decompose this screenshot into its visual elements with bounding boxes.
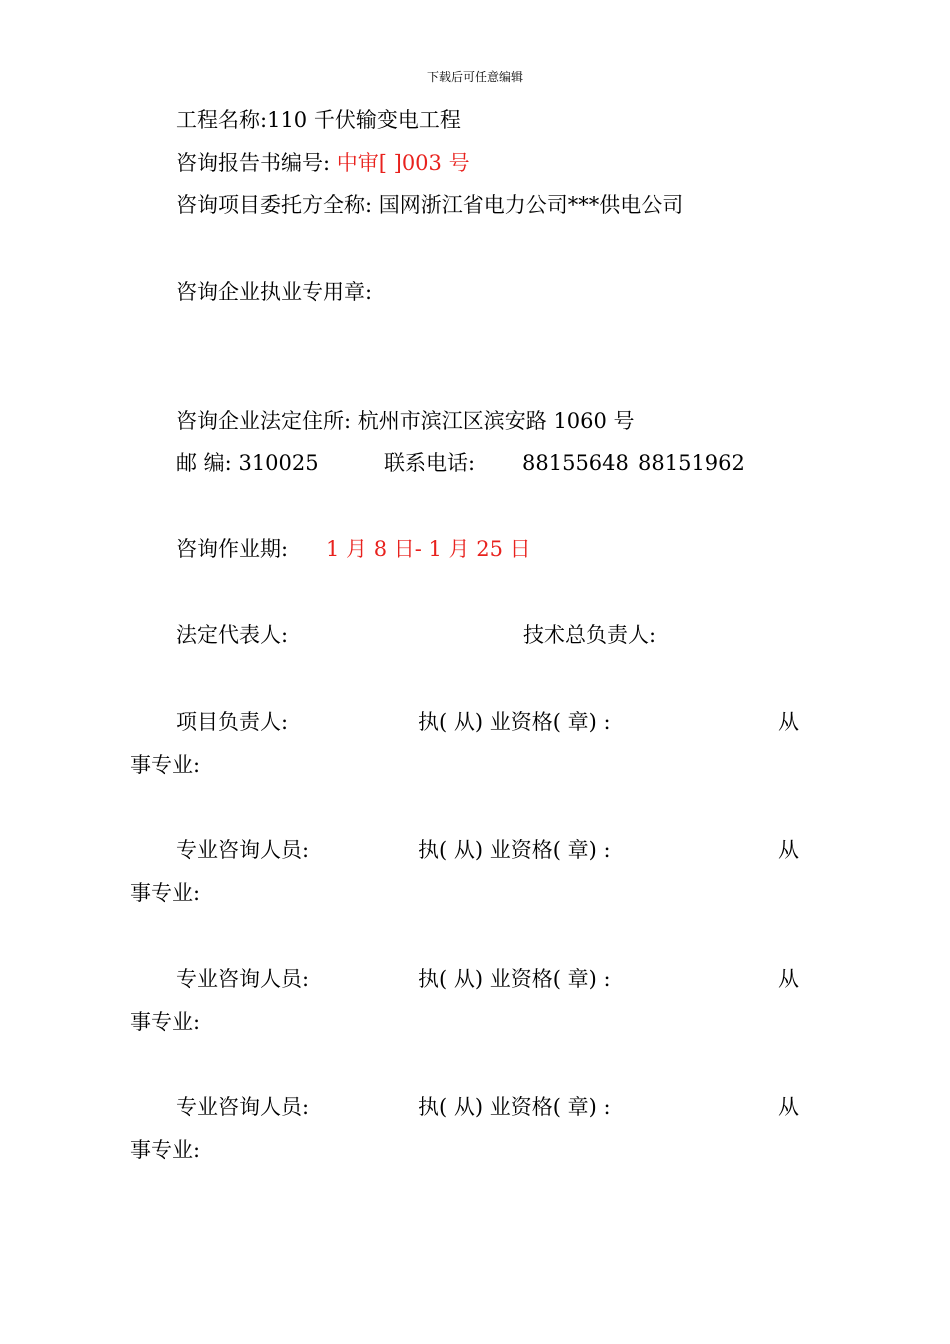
cong-label: 从 — [778, 967, 799, 991]
major-label: 事专业: — [130, 1010, 201, 1034]
postal-line — [176, 449, 319, 477]
project-name-label: 工程名称: — [176, 108, 268, 132]
cong-label: 从 — [778, 838, 799, 862]
major-label: 事专业: — [130, 753, 201, 777]
period-line — [176, 535, 288, 563]
period-label: 咨询作业期: — [176, 537, 289, 561]
qualification-label: 执( 从) 业资格( 章) : — [418, 1095, 611, 1119]
phone-value-2: 88151962 — [638, 451, 745, 475]
address-line — [176, 407, 635, 435]
major-label: 事专业: — [130, 881, 201, 905]
report-number-value: 中审[ ]003 号 — [336, 151, 470, 175]
address-label: 咨询企业法定住所: — [176, 409, 352, 433]
phone-label: 联系电话: — [384, 451, 476, 475]
phone-line — [384, 449, 475, 477]
qualification-label: 执( 从) 业资格( 章) : — [418, 838, 611, 862]
address-value: 杭州市滨江区滨安路 1060 号 — [357, 409, 635, 433]
seal-label: 咨询企业执业专用章: — [176, 280, 373, 304]
role-label: 专业咨询人员: — [176, 1095, 310, 1119]
header-note: 下载后可任意编辑 — [426, 70, 523, 84]
cong-label: 从 — [778, 710, 799, 734]
tech-lead-label: 技术总负责人: — [523, 623, 657, 647]
client-value: 国网浙江省电力公司***供电公司 — [378, 193, 684, 217]
role-label: 项目负责人: — [176, 710, 289, 734]
report-number-label: 咨询报告书编号: — [176, 151, 331, 175]
legal-rep-label: 法定代表人: — [176, 623, 289, 647]
project-name-value: 110 千伏输变电工程 — [267, 108, 461, 132]
postal-label: 邮 编: — [176, 451, 232, 475]
client-label: 咨询项目委托方全称: — [176, 193, 373, 217]
client-line — [176, 191, 683, 219]
role-label: 专业咨询人员: — [176, 967, 310, 991]
phone-value-1: 88155648 — [522, 451, 629, 475]
role-label: 专业咨询人员: — [176, 838, 310, 862]
qualification-label: 执( 从) 业资格( 章) : — [418, 967, 611, 991]
cong-label: 从 — [778, 1095, 799, 1119]
report-number-line — [176, 149, 470, 177]
qualification-label: 执( 从) 业资格( 章) : — [418, 710, 611, 734]
major-label: 事专业: — [130, 1138, 201, 1162]
postal-value: 310025 — [238, 451, 319, 475]
period-value: 1 月 8 日- 1 月 25 日 — [326, 537, 531, 561]
project-name-line — [176, 106, 461, 134]
